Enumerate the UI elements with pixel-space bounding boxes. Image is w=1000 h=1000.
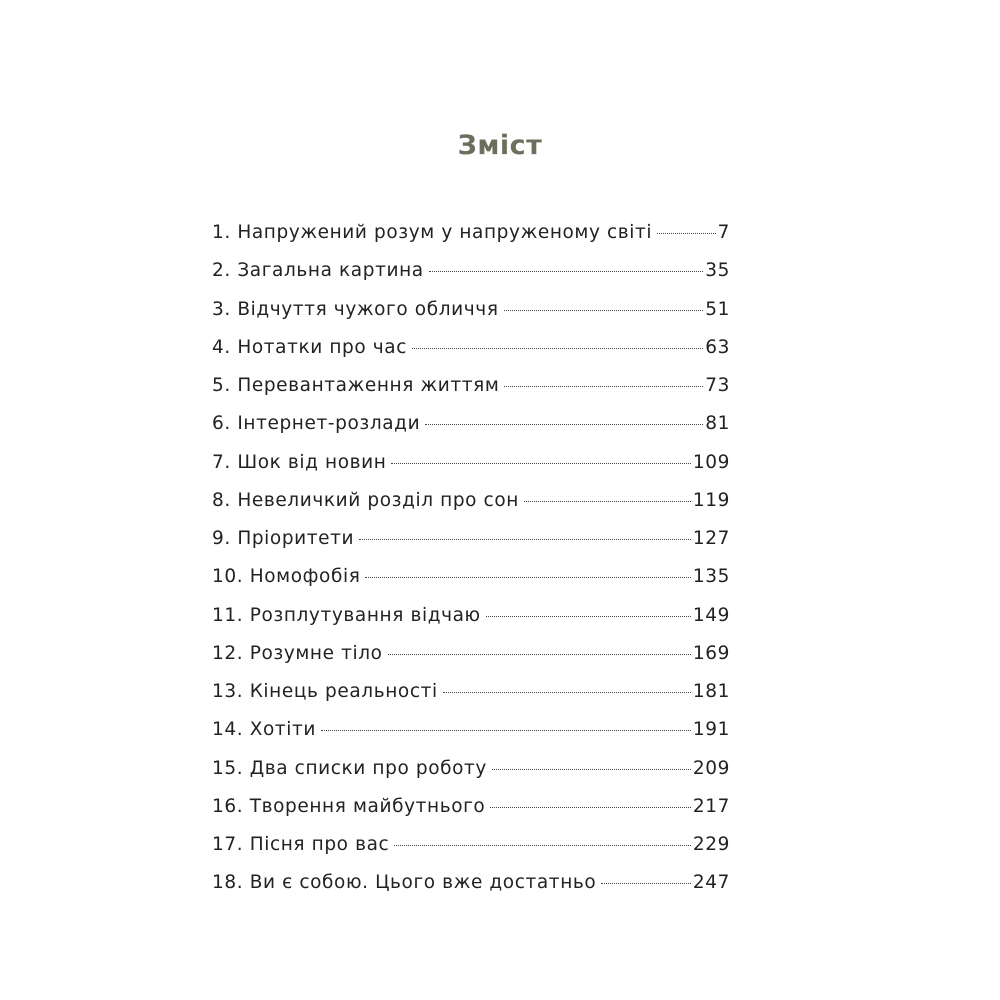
toc-entry-title: 17. Пісня про вас xyxy=(212,834,390,855)
toc-entry xyxy=(212,444,730,482)
toc-entry-page: 119 xyxy=(692,489,730,511)
toc-entry-title: 13. Кінець реальності xyxy=(212,681,438,702)
dot-leader xyxy=(443,691,691,693)
toc-entry xyxy=(212,252,730,290)
toc-entry xyxy=(212,826,730,864)
toc-entry-page: 229 xyxy=(692,834,730,855)
table-of-contents xyxy=(212,214,730,903)
toc-entry xyxy=(212,214,730,252)
dot-leader xyxy=(504,309,704,311)
toc-entry-page: 209 xyxy=(692,757,730,779)
dot-leader xyxy=(365,576,690,578)
toc-entry-title: 1. Напружений розум у напруженому світі xyxy=(212,222,653,243)
dot-leader xyxy=(321,729,691,731)
toc-entry-title: 2. Загальна картина xyxy=(212,260,424,282)
toc-entry-title: 14. Хотіти xyxy=(212,719,317,741)
toc-entry-title: 7. Шок від новин xyxy=(212,451,387,473)
toc-entry xyxy=(212,291,730,329)
toc-entry xyxy=(212,788,730,826)
toc-entry xyxy=(212,635,730,673)
toc-entry-title: 9. Пріоритети xyxy=(212,528,355,549)
toc-entry xyxy=(212,673,730,711)
page-title: Зміст xyxy=(457,130,543,161)
toc-entry-title: 3. Відчуття чужого обличчя xyxy=(212,298,499,320)
toc-entry-page: 217 xyxy=(692,795,730,817)
toc-entry-page: 149 xyxy=(692,604,730,626)
toc-entry-page: 73 xyxy=(705,375,730,396)
toc-entry-title: 10. Номофобія xyxy=(212,566,361,588)
toc-entry-title: 4. Нотатки про час xyxy=(212,336,408,358)
toc-entry-page: 191 xyxy=(692,719,730,741)
dot-leader xyxy=(359,538,691,540)
toc-entry-page: 7 xyxy=(717,222,730,243)
toc-entry xyxy=(212,864,730,902)
dot-leader xyxy=(524,500,691,502)
toc-entry xyxy=(212,482,730,520)
toc-entry xyxy=(212,711,730,749)
dot-leader xyxy=(504,385,703,387)
dot-leader xyxy=(486,615,691,617)
dot-leader xyxy=(425,423,703,425)
toc-entry xyxy=(212,329,730,367)
toc-entry-page: 181 xyxy=(692,681,730,702)
toc-entry-page: 169 xyxy=(692,642,730,664)
toc-entry-title: 11. Розплутування відчаю xyxy=(212,604,481,626)
toc-entry xyxy=(212,558,730,596)
dot-leader xyxy=(394,844,691,846)
toc-entry-page: 135 xyxy=(692,566,730,588)
toc-entry-title: 8. Невеличкий розділ про сон xyxy=(212,489,519,511)
toc-entry-page: 81 xyxy=(705,413,730,435)
toc-entry-title: 12. Розумне тіло xyxy=(212,642,383,664)
dot-leader xyxy=(657,232,715,234)
toc-entry-page: 127 xyxy=(692,528,730,549)
toc-entry xyxy=(212,520,730,558)
toc-entry-title: 16. Творення майбутнього xyxy=(212,795,486,817)
toc-entry xyxy=(212,405,730,443)
toc-entry-page: 51 xyxy=(705,298,730,320)
toc-entry-title: 6. Інтернет-розлади xyxy=(212,413,421,435)
toc-entry-page: 247 xyxy=(692,872,730,894)
toc-entry-title: 15. Два списки про роботу xyxy=(212,757,487,779)
dot-leader xyxy=(412,347,703,349)
dot-leader xyxy=(391,462,690,464)
dot-leader xyxy=(388,653,691,655)
dot-leader xyxy=(429,270,704,272)
toc-entry xyxy=(212,597,730,635)
toc-entry-title: 18. Ви є собою. Цього вже достатньо xyxy=(212,872,597,894)
dot-leader xyxy=(601,882,691,884)
toc-entry-page: 35 xyxy=(705,260,730,282)
toc-entry xyxy=(212,750,730,788)
dot-leader xyxy=(490,806,691,808)
dot-leader xyxy=(492,768,691,770)
toc-entry-title: 5. Перевантаження життям xyxy=(212,375,500,396)
toc-entry-page: 63 xyxy=(705,336,730,358)
toc-entry-page: 109 xyxy=(692,451,730,473)
toc-entry xyxy=(212,367,730,405)
